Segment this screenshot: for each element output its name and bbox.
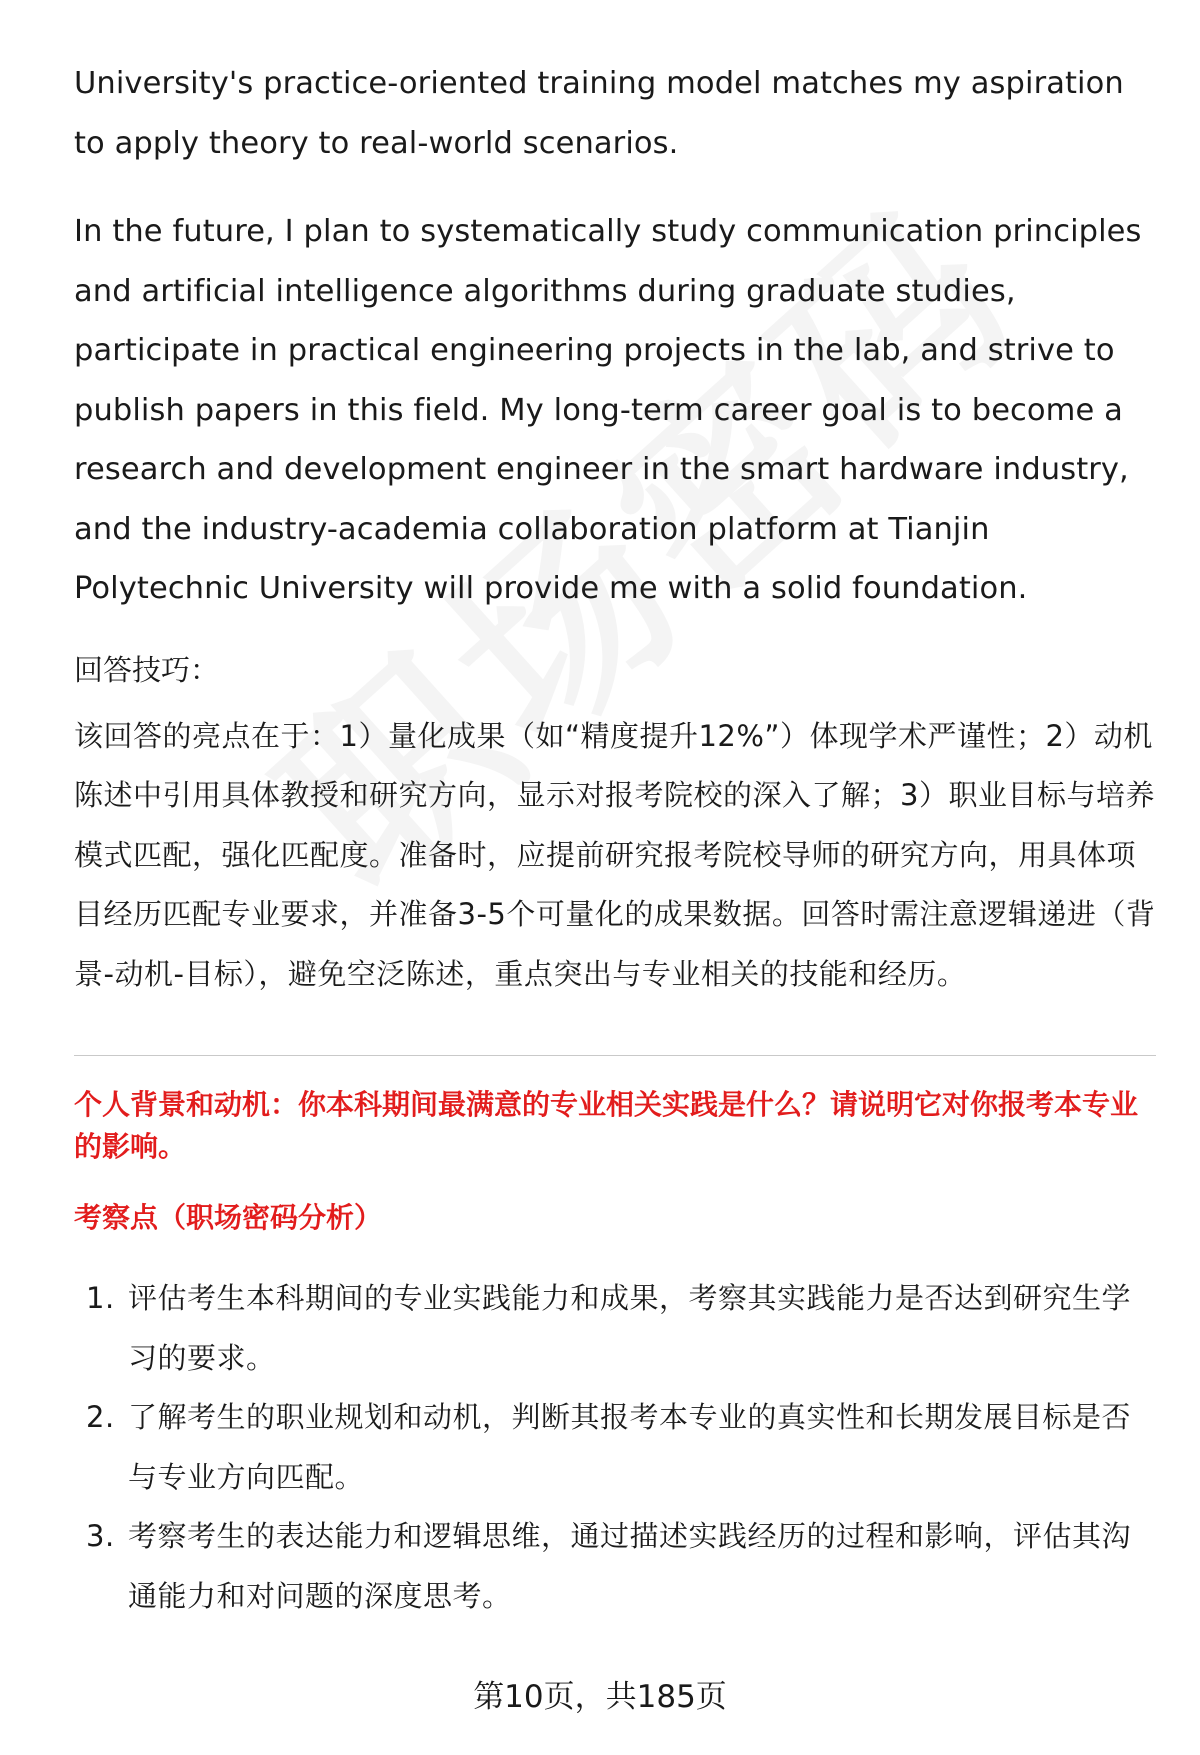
intro-paragraph-1: University's practice-oriented training model matches my aspiration to apply theory to real-world scenarios. [74,66,1124,161]
document-body [74,54,1156,1004]
section-divider [74,1055,1156,1056]
list-item [74,1269,1156,1388]
list-item-number: 2. [86,1400,115,1434]
question-heading: 个人背景和动机：你本科期间最满意的专业相关实践是什么？请说明它对你报考本专业的影响。 [74,1088,1139,1163]
analysis-list [74,1269,1156,1626]
list-item-number: 1. [86,1281,115,1315]
tips-body: 该回答的亮点在于：1）量化成果（如“精度提升12%”）体现学术严谨性；2）动机陈述中引用具体教授和研究方向，显示对报考院校的深入了解；3）职业目标与培养模式匹配，强化匹配度。准备时，应提前研究报考院校导师的研究方向，用具体项目经历匹配专业要求，并准备3-5个可量化的成果数据。回答时需注意逻辑递进（背景-动机-目标），避免空泛陈述，重点突出与专业相关的技能和经历。 [74,718,1156,991]
list-item [74,1507,1156,1626]
intro-paragraph-2: In the future, I plan to systematically study communication principles and artificial intelligence algorithms during graduate studies, participate in practical engineering projects in the lab, and strive to publish papers in this field. My long-term career goal is to become a research and development engineer in the smart hardware industry, and the industry-academia collaboration platform at Tianjin Polytechnic University will provide me with a solid foundation. [74,214,1142,606]
page-number: 第10页，共185页 [473,1679,727,1715]
analysis-heading: 考察点（职场密码分析） [74,1201,383,1234]
list-item-text: 评估考生本科期间的专业实践能力和成果，考察其实践能力是否达到研究生学习的要求。 [128,1281,1132,1375]
list-item-number: 3. [86,1519,115,1553]
list-item-text: 考察考生的表达能力和逻辑思维，通过描述实践经历的过程和影响，评估其沟通能力和对问题的深度思考。 [128,1519,1132,1613]
list-item-text: 了解考生的职业规划和动机，判断其报考本专业的真实性和长期发展目标是否与专业方向匹配。 [128,1400,1132,1494]
list-item [74,1388,1156,1507]
tips-heading: 回答技巧： [74,652,220,687]
